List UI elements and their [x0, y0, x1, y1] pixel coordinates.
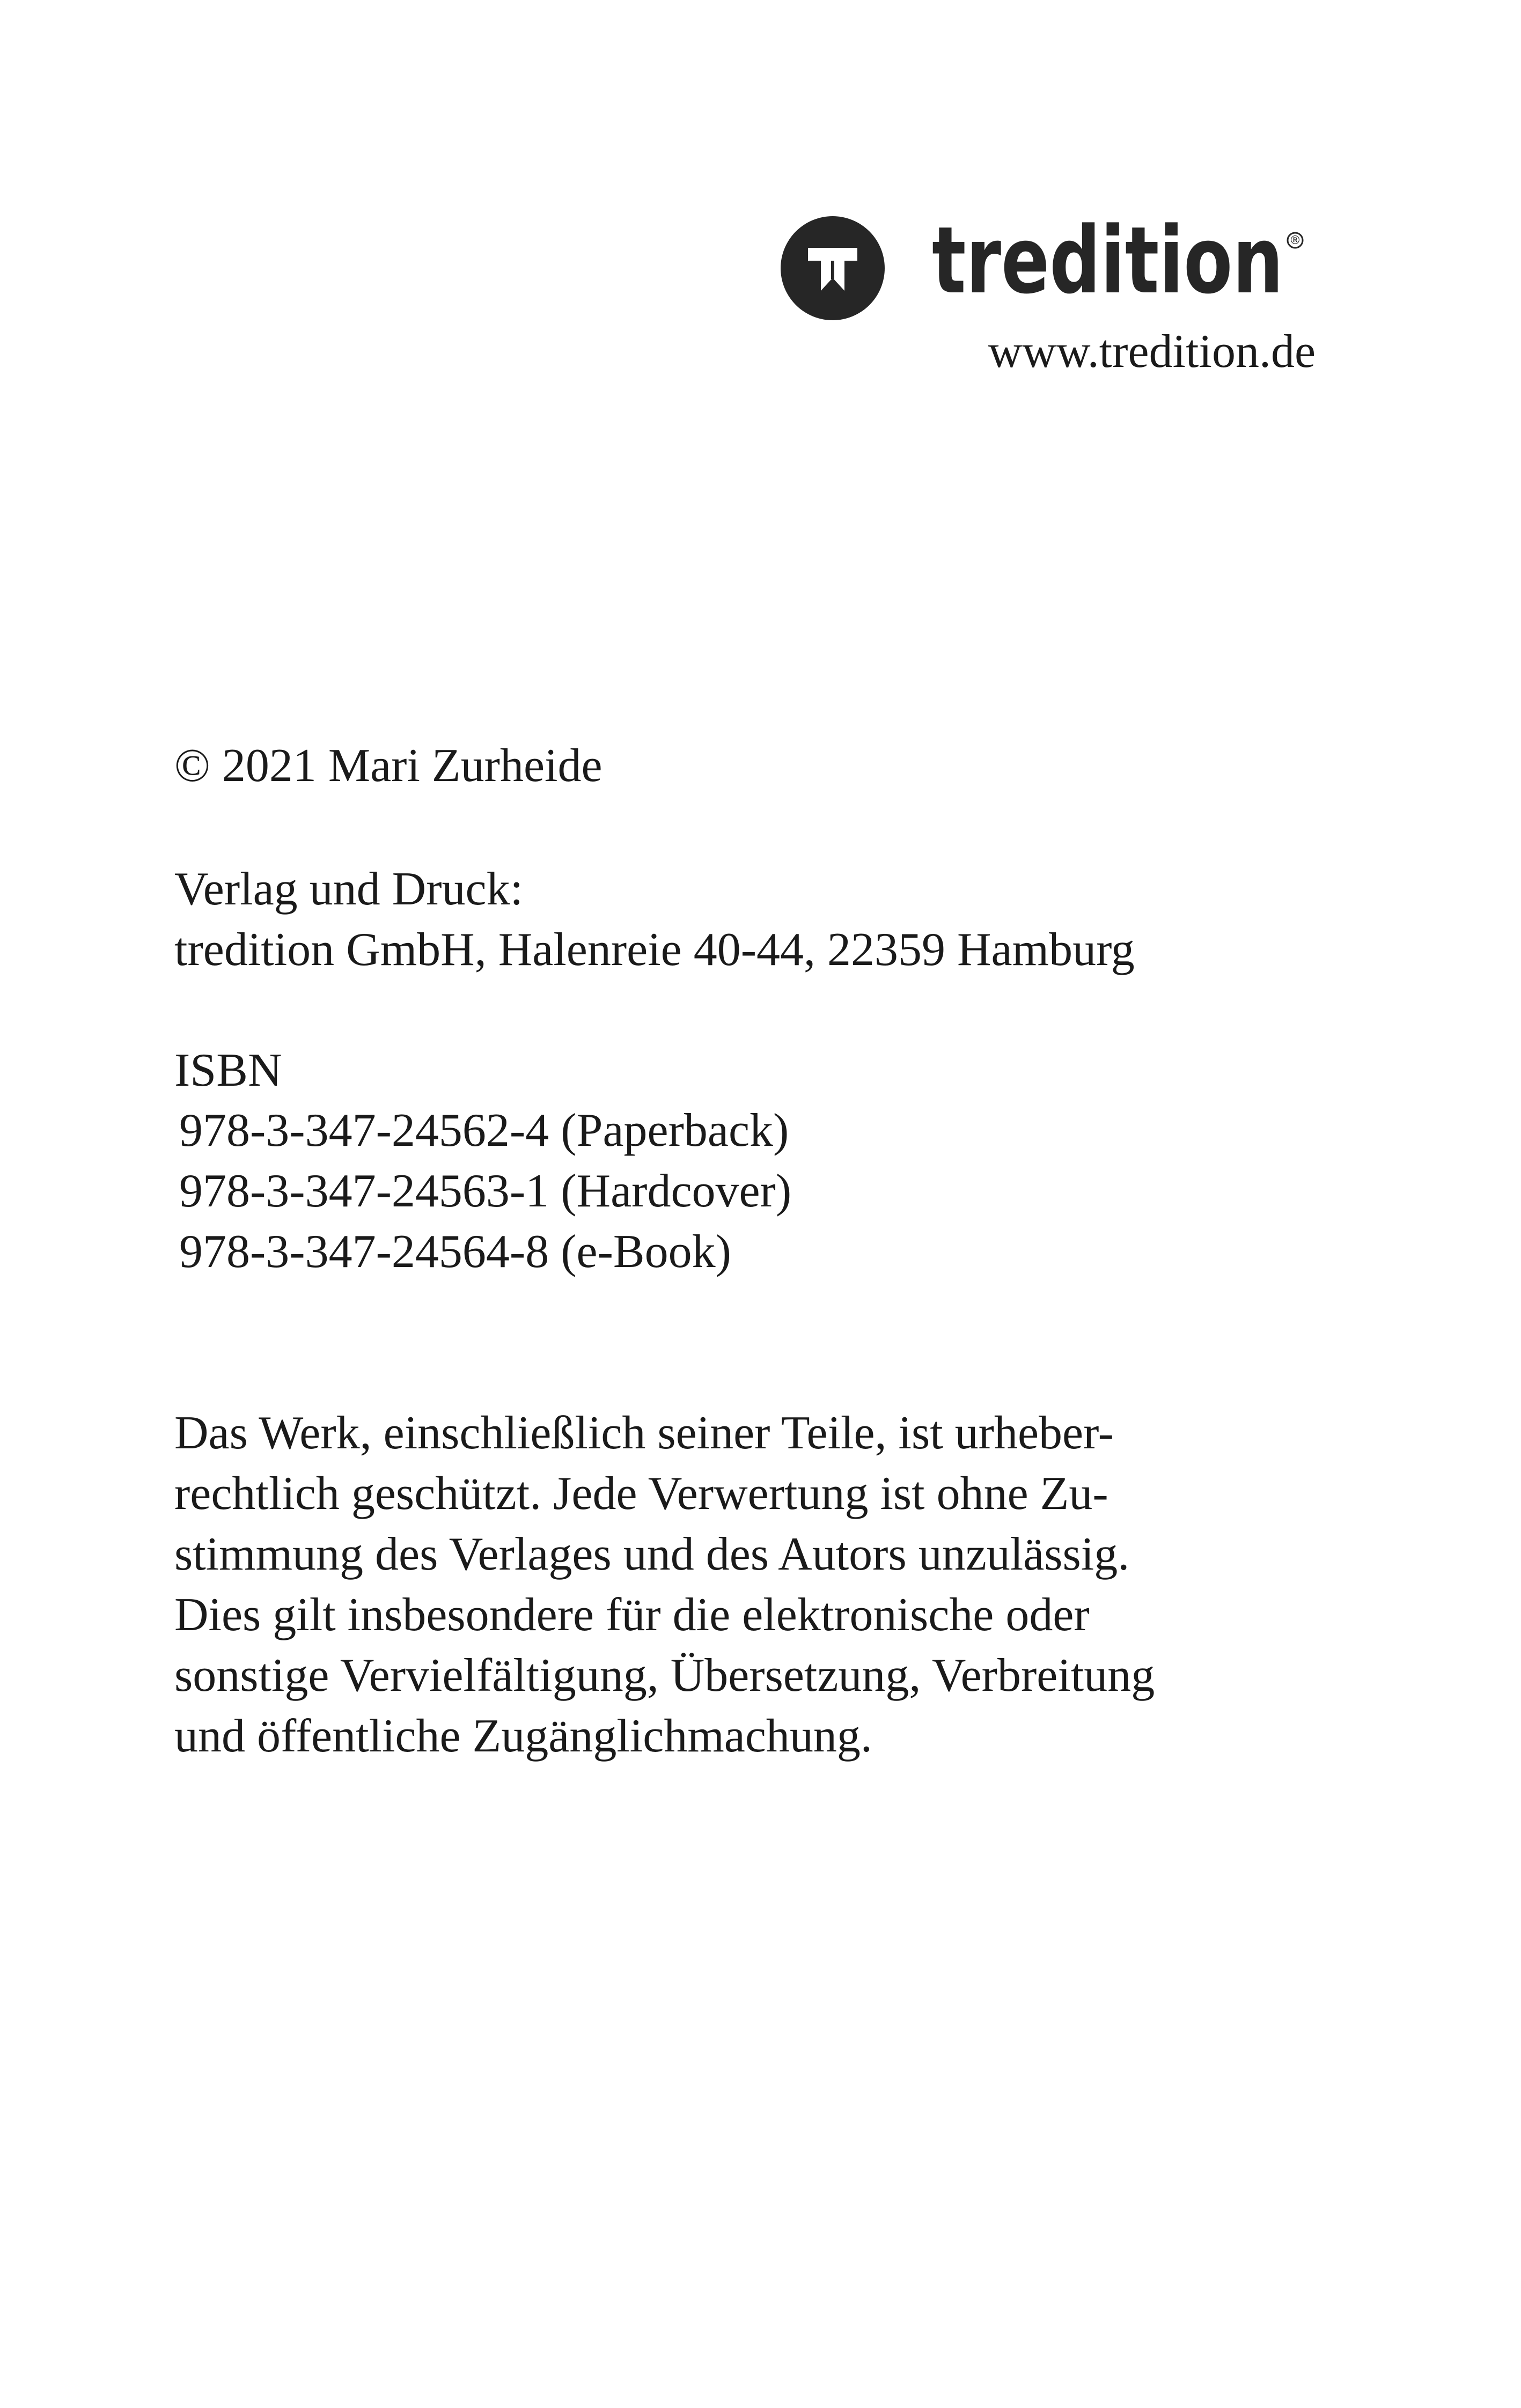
- tredition-logo-icon: [779, 215, 886, 322]
- logo-text: tredition: [932, 212, 1283, 314]
- tredition-wordmark: [932, 212, 1307, 325]
- isbn-label: ISBN: [174, 1044, 282, 1096]
- isbn-entry-ebook: 978-3-347-24564-8 (e-Book): [179, 1226, 731, 1278]
- publisher-logo: [779, 212, 1316, 378]
- publisher-website: www.tredition.de: [988, 326, 1316, 378]
- isbn-entry-paperback: 978-3-347-24562-4 (Paperback): [179, 1104, 789, 1157]
- isbn-entry-hardcover: 978-3-347-24563-1 (Hardcover): [179, 1165, 792, 1217]
- rights-notice-line: Das Werk, einschließlich seiner Teile, ist urheber-: [174, 1407, 1114, 1459]
- rights-notice-line: und öffentliche Zugänglichmachung.: [174, 1710, 872, 1762]
- rights-notice-line: sonstige Vervielfältigung, Übersetzung, Verbreitung: [174, 1649, 1155, 1702]
- rights-notice: [174, 1403, 1155, 1766]
- registered-mark: ®: [1289, 234, 1301, 247]
- imprint-address: tredition GmbH, Halenreie 40-44, 22359 Hamburg: [174, 924, 1135, 976]
- rights-notice-line: rechtlich geschützt. Jede Verwertung ist ohne Zu-: [174, 1468, 1108, 1520]
- copyright-line: © 2021 Mari Zurheide: [174, 740, 602, 792]
- rights-notice-line: Dies gilt insbesondere für die elektronische oder: [174, 1589, 1090, 1641]
- imprint-label: Verlag und Druck:: [174, 863, 524, 915]
- rights-notice-line: stimmung des Verlages und des Autors unzulässig.: [174, 1528, 1130, 1580]
